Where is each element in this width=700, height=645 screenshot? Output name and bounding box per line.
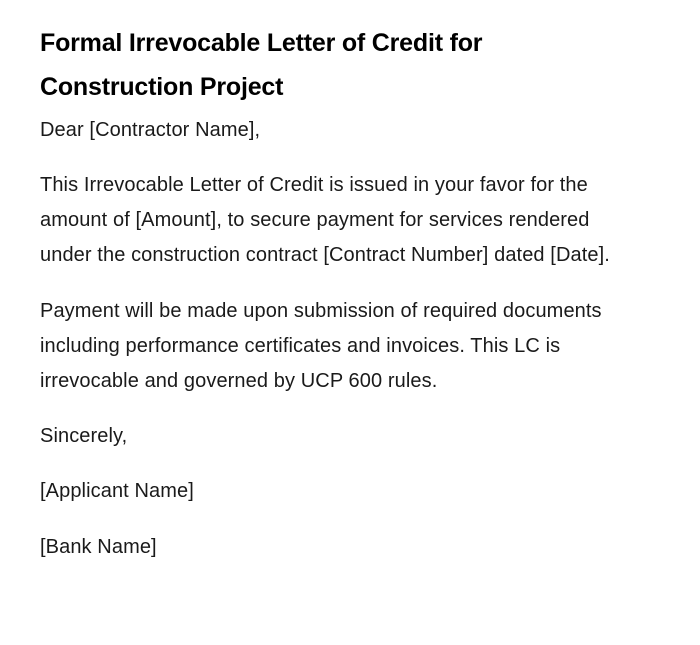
letter-title: Formal Irrevocable Letter of Credit for Construction Project xyxy=(40,29,483,101)
closing: Sincerely, xyxy=(40,425,128,447)
body-paragraph-1: This Irrevocable Letter of Credit is issued in your favor for the amount of [Amount], to secure payment for services rendered under the construction contract [Contract Number] dated [Date]. xyxy=(40,174,610,266)
salutation: Dear [Contractor Name], xyxy=(40,119,261,141)
body-paragraph-2: Payment will be made upon submission of required documents including performance certificates and invoices. This LC is irrevocable and governed by UCP 600 rules. xyxy=(40,300,602,392)
bank-name: [Bank Name] xyxy=(40,536,157,558)
applicant-name: [Applicant Name] xyxy=(40,480,194,502)
